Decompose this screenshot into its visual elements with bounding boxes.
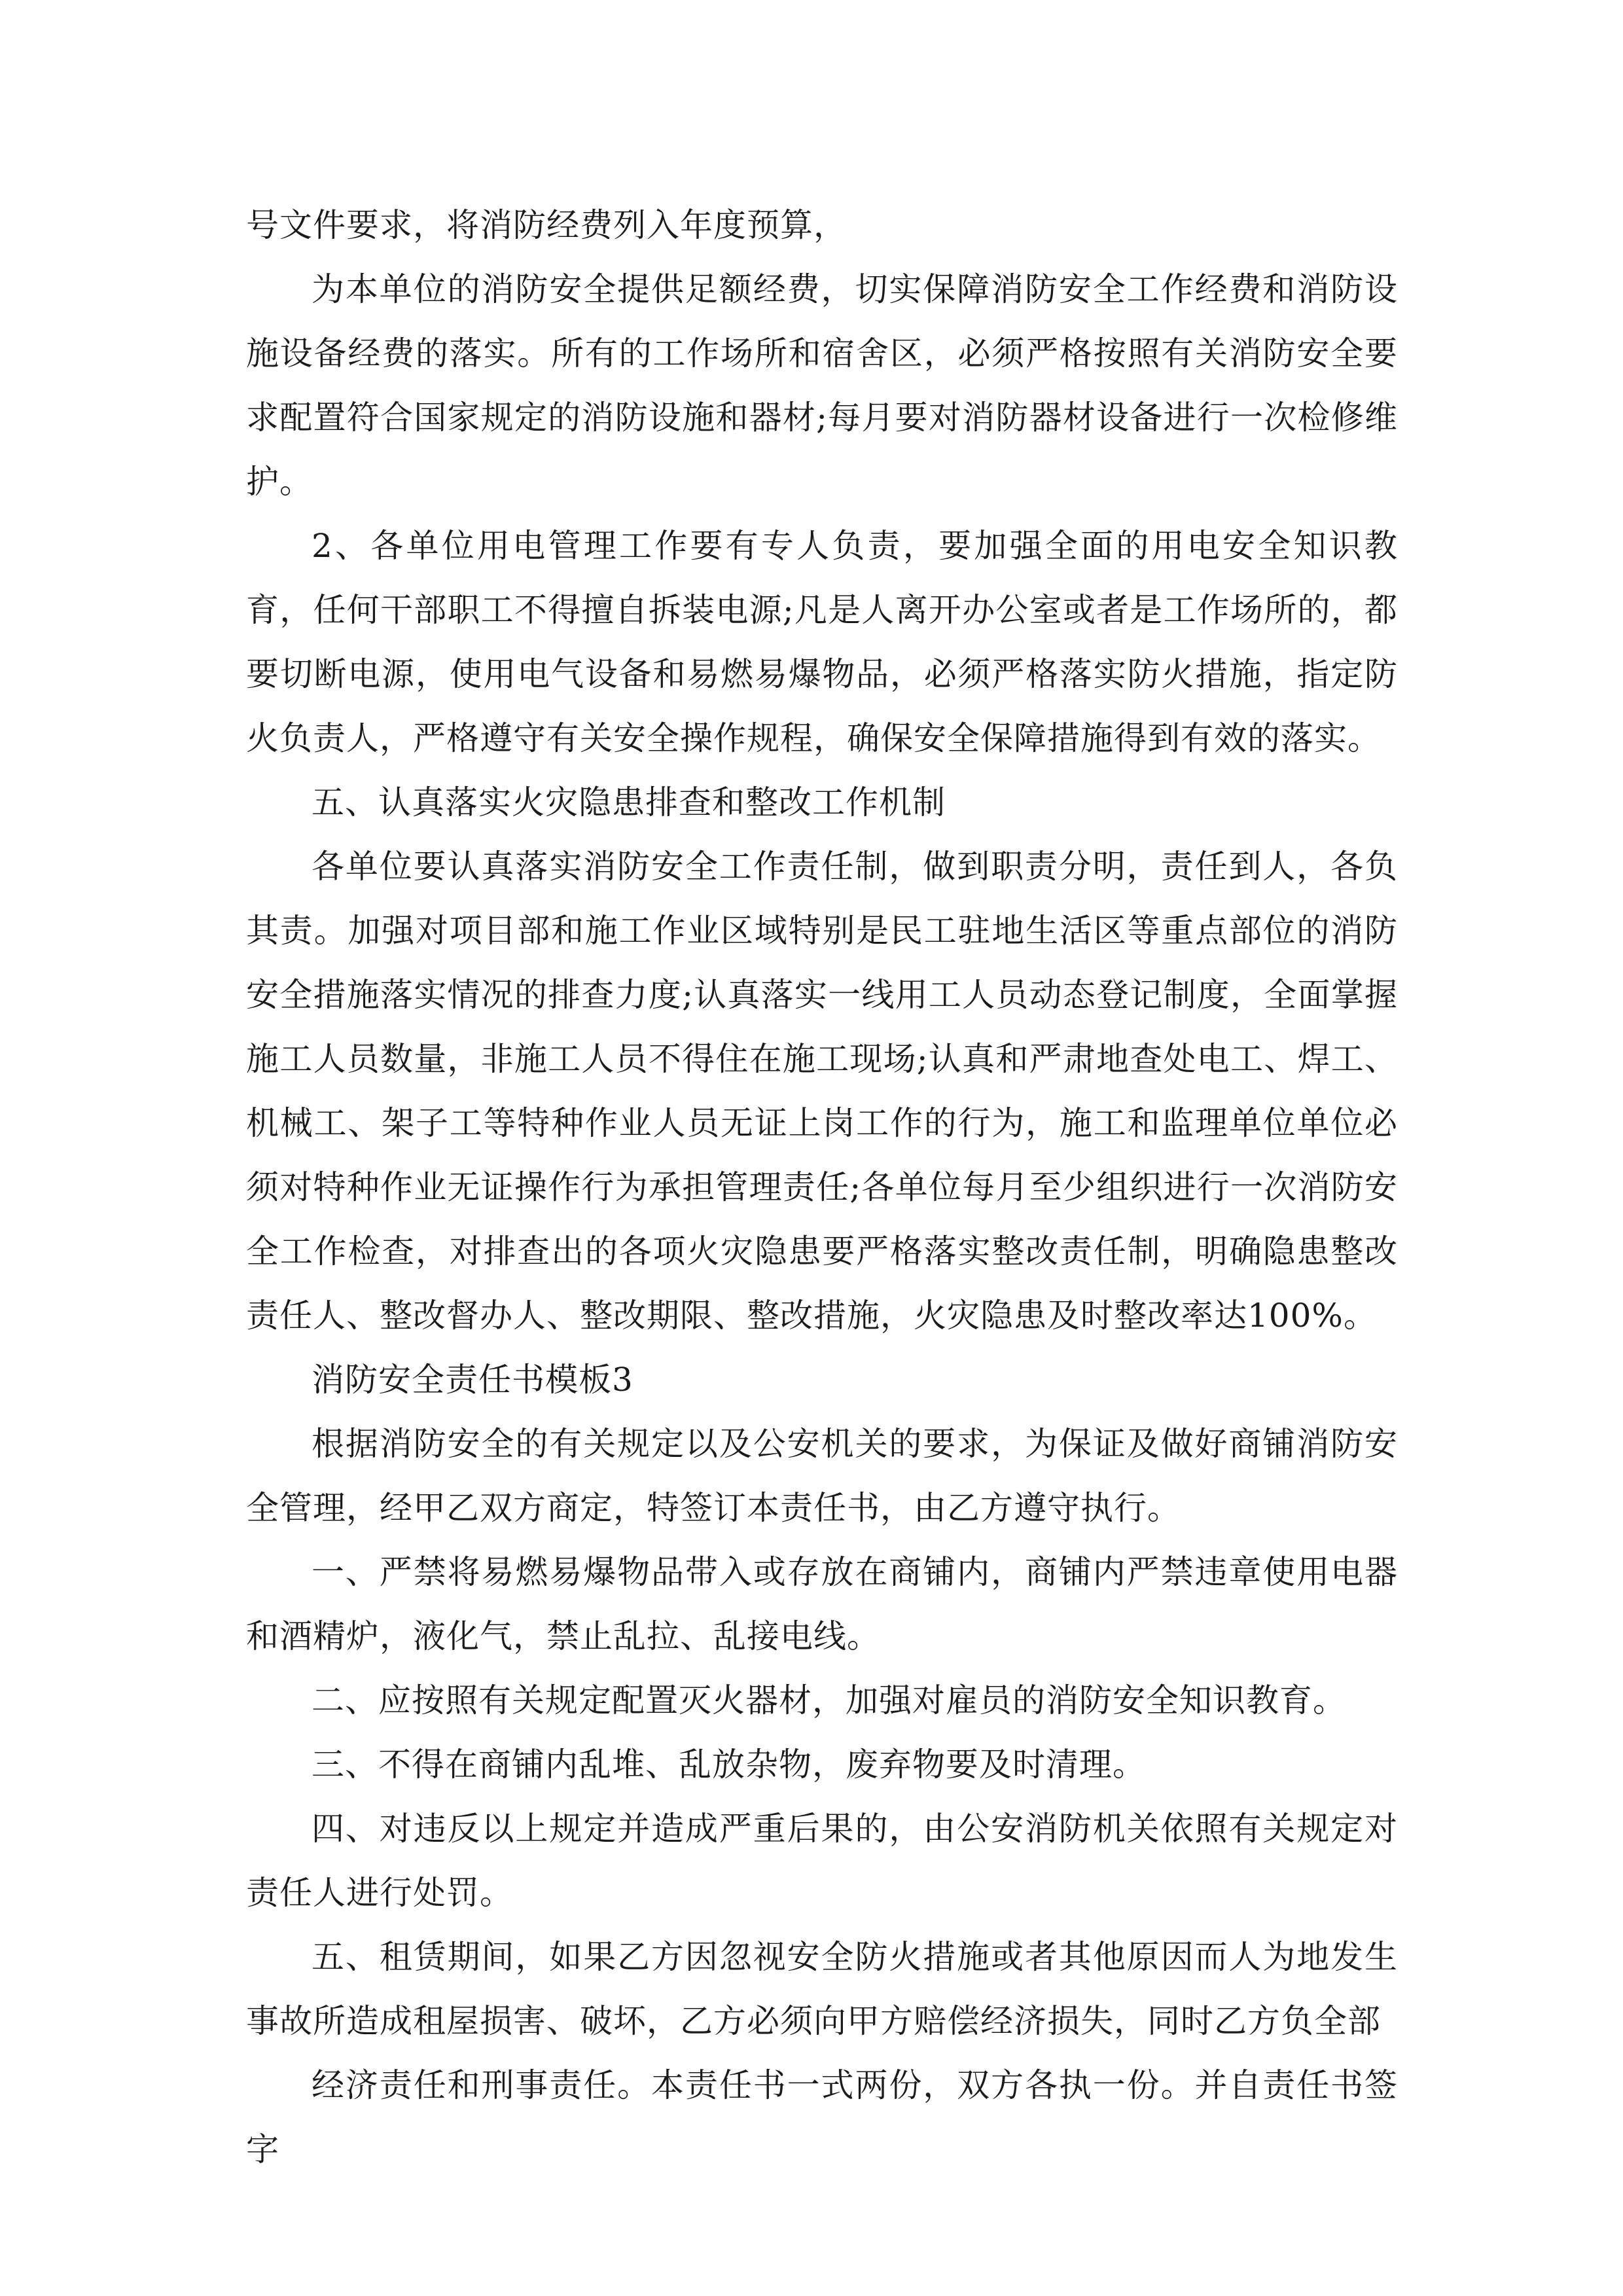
clause-four: 四、对违反以上规定并造成严重后果的，由公安消防机关依照有关规定对责任人进行处罚。 <box>246 1810 1398 1912</box>
document-body <box>246 193 1398 2181</box>
paragraph-funding: 为本单位的消防安全提供足额经费，切实保障消防安全工作经费和消防设施设备经费的落实。所有的工作场所和宿舍区，必须严格按照有关消防安全要求配置符合国家规定的消防设施和器材;每月要对消防器材设备进行一次检修维护。 <box>246 270 1398 501</box>
clause-five-continued: 经济责任和刑事责任。本责任书一式两份，双方各执一份。并自责任书签字 <box>246 2066 1398 2168</box>
clause-two: 二、应按照有关规定配置灭火器材，加强对雇员的消防安全知识教育。 <box>312 1681 1346 1719</box>
clause-one: 一、严禁将易燃易爆物品带入或存放在商铺内，商铺内严禁违章使用电器和酒精炉，液化气，禁止乱拉、乱接电线。 <box>246 1553 1398 1655</box>
clause-three: 三、不得在商铺内乱堆、乱放杂物，废弃物要及时清理。 <box>312 1746 1146 1784</box>
paragraph-electricity: 2、各单位用电管理工作要有专人负责，要加强全面的用电安全知识教育，任何干部职工不得擅自拆装电源;凡是人离开办公室或者是工作场所的，都要切断电源，使用电气设备和易燃易爆物品，必须严格落实防火措施，指定防火负责人，严格遵守有关安全操作规程，确保安全保障措施得到有效的落实。 <box>246 527 1398 757</box>
template-title: 消防安全责任书模板3 <box>312 1361 633 1399</box>
paragraph-inspection: 各单位要认真落实消防安全工作责任制，做到职责分明，责任到人，各负其责。加强对项目部和施工作业区域特别是民工驻地生活区等重点部位的消防安全措施落实情况的排查力度;认真落实一线用工人员动态登记制度，全面掌握施工人员数量，非施工人员不得住在施工现场;认真和严肃地查处电工、焊工、机械工、架子工等特种作业人员无证上岗工作的行为，施工和监理单位单位必须对特种作业无证操作行为承担管理责任;各单位每月至少组织进行一次消防安全工作检查，对排查出的各项火灾隐患要严格落实整改责任制，明确隐患整改责任人、整改督办人、整改期限、整改措施，火灾隐患及时整改率达100%。 <box>246 848 1398 1335</box>
paragraph-intro: 根据消防安全的有关规定以及公安机关的要求，为保证及做好商铺消防安全管理，经甲乙双方商定，特签订本责任书，由乙方遵守执行。 <box>246 1425 1398 1527</box>
clause-five: 五、租赁期间，如果乙方因忽视安全防火措施或者其他原因而人为地发生事故所造成租屋损害、破坏，乙方必须向甲方赔偿经济损失，同时乙方负全部 <box>246 1938 1398 2040</box>
paragraph-continuation: 号文件要求，将消防经费列入年度预算， <box>246 206 847 244</box>
section-heading-five: 五、认真落实火灾隐患排查和整改工作机制 <box>312 783 946 821</box>
